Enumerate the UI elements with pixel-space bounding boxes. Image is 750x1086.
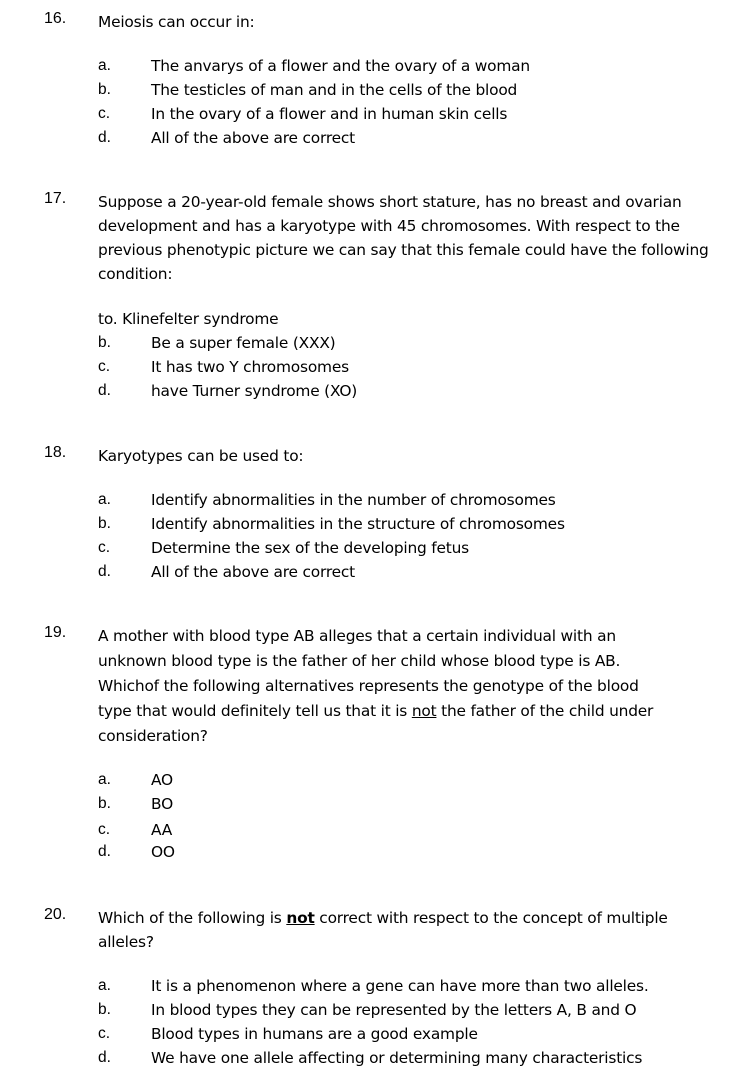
option-letter: d. [98, 382, 111, 399]
option-text: OO [151, 843, 175, 861]
option-text: It is a phenomenon where a gene can have more than two alleles. [151, 977, 649, 995]
option-letter: c. [98, 539, 111, 556]
option-text: have Turner syndrome (XO) [151, 382, 358, 400]
option-letter: b. [98, 1001, 111, 1018]
option-text: The testicles of man and in the cells of the blood [151, 81, 518, 99]
option-text: Determine the sex of the developing fetus [151, 539, 469, 557]
option-letter: d. [98, 843, 111, 860]
option-letter: d. [98, 1049, 111, 1066]
option-letter: a. [98, 57, 111, 74]
option-letter: d. [98, 563, 111, 580]
option-letter: b. [98, 795, 111, 812]
stem-line: Whichof the following alternatives represents the genotype of the blood [98, 677, 639, 695]
option-text: AA [151, 821, 173, 839]
question-stem [98, 624, 728, 749]
option-letter: b. [98, 81, 111, 98]
stem-line: consideration? [98, 727, 208, 745]
question-number: 20. [44, 906, 67, 923]
option-text: to. Klinefelter syndrome [98, 310, 279, 328]
stem-line [98, 699, 728, 724]
option-text: Identify abnormalities in the number of chromosomes [151, 491, 556, 509]
stem-emphasis: not [286, 909, 315, 927]
stem-text: correct with respect to the concept of multiple alleles? [98, 909, 668, 951]
question-stem: Suppose a 20-year-old female shows short stature, has no breast and ovarian development and has a karyotype with 45 chromosomes. With respect to the previous phenotypic picture we can say that this female could have the following condition: [98, 193, 709, 283]
option-letter: b. [98, 515, 111, 532]
stem-text: the father of the child under [436, 702, 654, 720]
option-letter: b. [98, 334, 111, 351]
option-text: The anvarys of a flower and the ovary of a woman [151, 57, 530, 75]
question-number: 18. [44, 444, 67, 461]
option-text: We have one allele affecting or determining many characteristics [151, 1049, 643, 1067]
stem-text: type that would definitely tell us that it is [98, 702, 412, 720]
option-text: In blood types they can be represented by the letters A, B and O [151, 1001, 637, 1019]
option-letter: d. [98, 129, 111, 146]
option-letter: a. [98, 491, 111, 508]
option-text: AO [151, 771, 173, 789]
stem-emphasis: not [411, 702, 437, 720]
option-letter: c. [98, 105, 111, 122]
question-number: 19. [44, 624, 67, 641]
question-stem [98, 906, 728, 954]
option-text: Identify abnormalities in the structure of chromosomes [151, 515, 565, 533]
option-letter: a. [98, 977, 111, 994]
stem-line: unknown blood type is the father of her child whose blood type is AB. [98, 652, 621, 670]
stem-text: Which of the following is [98, 909, 287, 927]
option-text: Blood types in humans are a good example [151, 1025, 478, 1043]
option-text: In the ovary of a flower and in human skin cells [151, 105, 508, 123]
option-text: Be a super female (XXX) [151, 334, 336, 352]
option-letter: c. [98, 821, 111, 838]
option-letter: a. [98, 771, 111, 788]
option-letter: c. [98, 1025, 111, 1042]
option-text: BO [151, 795, 174, 813]
option-text: It has two Y chromosomes [151, 358, 349, 376]
option-text: All of the above are correct [151, 563, 356, 581]
option-text: All of the above are correct [151, 129, 356, 147]
question-number: 16. [44, 10, 67, 27]
stem-line: A mother with blood type AB alleges that a certain individual with an [98, 627, 616, 645]
question-stem: Karyotypes can be used to: [98, 447, 304, 465]
option-letter: c. [98, 358, 111, 375]
question-stem: Meiosis can occur in: [98, 13, 255, 31]
question-number: 17. [44, 190, 67, 207]
